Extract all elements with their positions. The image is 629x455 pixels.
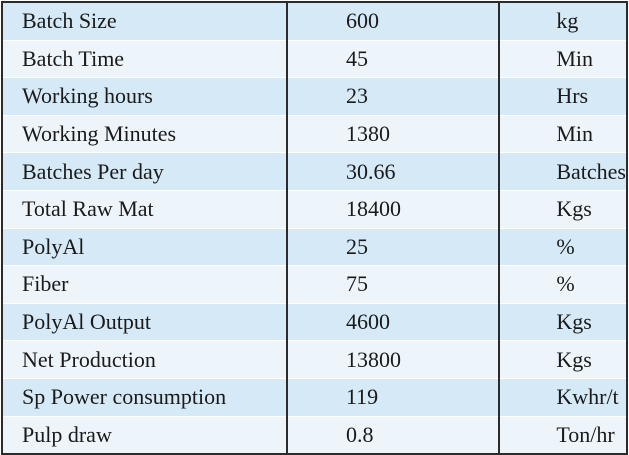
parameter-cell: Working Minutes xyxy=(2,115,287,153)
parameter-cell: Batches Per day xyxy=(2,153,287,191)
unit-cell: Batches xyxy=(499,153,627,191)
value-cell: 45 xyxy=(287,40,499,78)
production-parameters-table xyxy=(1,1,628,455)
parameter-cell: Working hours xyxy=(2,78,287,116)
table-row xyxy=(2,341,627,379)
unit-cell: Hrs xyxy=(499,78,627,116)
unit-cell: % xyxy=(499,266,627,304)
parameter-cell: Batch Time xyxy=(2,40,287,78)
unit-cell: Min xyxy=(499,115,627,153)
table-row xyxy=(2,78,627,116)
table-row xyxy=(2,303,627,341)
value-cell: 4600 xyxy=(287,303,499,341)
table-row xyxy=(2,190,627,228)
unit-cell: Ton/hr xyxy=(499,416,627,454)
table-row xyxy=(2,416,627,454)
table-row xyxy=(2,378,627,416)
value-cell: 75 xyxy=(287,266,499,304)
table-row xyxy=(2,115,627,153)
parameter-cell: Fiber xyxy=(2,266,287,304)
value-cell: 1380 xyxy=(287,115,499,153)
value-cell: 13800 xyxy=(287,341,499,379)
unit-cell: Kgs xyxy=(499,190,627,228)
unit-cell: kg xyxy=(499,2,627,40)
value-cell: 600 xyxy=(287,2,499,40)
unit-cell: Kgs xyxy=(499,303,627,341)
table-row xyxy=(2,266,627,304)
parameter-cell: Batch Size xyxy=(2,2,287,40)
unit-cell: Kwhr/t xyxy=(499,378,627,416)
value-cell: 30.66 xyxy=(287,153,499,191)
table-row xyxy=(2,2,627,40)
parameter-cell: Sp Power consumption xyxy=(2,378,287,416)
table-row xyxy=(2,153,627,191)
value-cell: 23 xyxy=(287,78,499,116)
parameter-cell: Net Production xyxy=(2,341,287,379)
parameter-cell: PolyAl xyxy=(2,228,287,266)
table-row xyxy=(2,40,627,78)
table-row xyxy=(2,228,627,266)
unit-cell: Kgs xyxy=(499,341,627,379)
unit-cell: % xyxy=(499,228,627,266)
value-cell: 119 xyxy=(287,378,499,416)
value-cell: 0.8 xyxy=(287,416,499,454)
parameter-cell: Pulp draw xyxy=(2,416,287,454)
value-cell: 18400 xyxy=(287,190,499,228)
unit-cell: Min xyxy=(499,40,627,78)
parameter-cell: Total Raw Mat xyxy=(2,190,287,228)
value-cell: 25 xyxy=(287,228,499,266)
parameter-cell: PolyAl Output xyxy=(2,303,287,341)
